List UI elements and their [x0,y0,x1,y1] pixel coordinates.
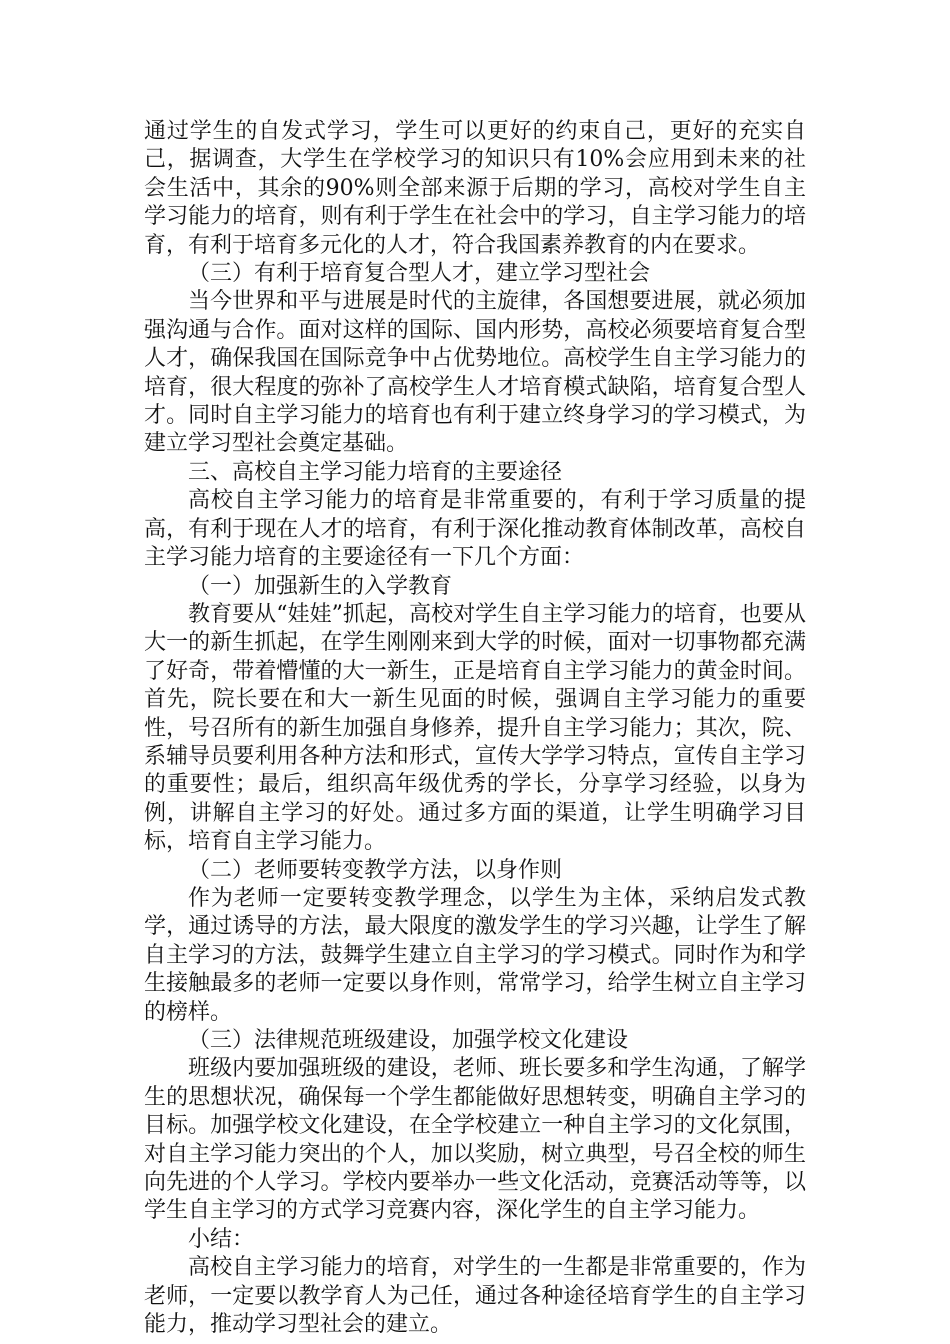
paragraph-teacher-methods: 作为老师一定要转变教学理念，以学生为主体，采纳启发式教学，通过诱导的方法，最大限度的激发学生的学习兴趣，让学生了解自主学习的方法，鼓舞学生建立自主学习的学习模式。同时作为和学生接触最多的老师一定要以身作则，常常学习，给学生树立自主学习的榜样。 [144,885,806,1025]
document-body [144,118,806,1339]
paragraph-compound-talent: 当今世界和平与进展是时代的主旋律，各国想要进展，就必须加强沟通与合作。面对这样的国际、国内形势，高校必须要培育复合型人才，确保我国在国际竞争中占优势地位。高校学生自主学习能力的培育，很大程度的弥补了高校学生人才培育模式缺陷，培育复合型人才。同时自主学习能力的培育也有利于建立终身学习的学习模式，为建立学习型社会奠定基础。 [144,289,806,457]
subheading-class-culture: （三）法律规范班级建设，加强学校文化建设 [188,1028,629,1053]
paragraph-class-culture: 班级内要加强班级的建设，老师、班长要多和学生沟通，了解学生的思想状况，确保每一个学生都能做好思想转变，明确自主学习的目标。加强学校文化建设，在全学校建立一种自主学习的文化氛围，对自主学习能力突出的个人，加以奖励，树立典型，号召全校的师生向先进的个人学习。学校内要举办一些文化活动，竞赛活动等等，以学生自主学习的方式学习竞赛内容，深化学生的自主学习能力。 [144,1056,806,1224]
summary-heading: 小结： [188,1226,255,1252]
paragraph-main-approaches-intro: 高校自主学习能力的培育是非常重要的，有利于学习质量的提高，有利于现在人才的培育，有利于深化推动教育体制改革，高校自主学习能力培育的主要途径有一下几个方面： [144,488,806,571]
paragraph-summary: 高校自主学习能力的培育，对学生的一生都是非常重要的，作为老师，一定要以教学育人为己任，通过各种途径培育学生的自主学习能力，推动学习型社会的建立。 [144,1255,806,1338]
paragraph-continuation: 通过学生的自发式学习，学生可以更好的约束自己，更好的充实自己，据调查，大学生在学校学习的知识只有10%会应用到未来的社会生活中，其余的90%则全部来源于后期的学习，高校对学生自主学习能力的培育，则有利于学生在社会中的学习，自主学习能力的培育，有利于培育多元化的人才，符合我国素养教育的内在要求。 [144,119,806,258]
subheading-freshman-education: （一）加强新生的入学教育 [188,573,453,599]
subheading-compound-talent: （三）有利于培育复合型人才，建立学习型社会 [188,261,651,287]
section-heading-main-approaches: 三、高校自主学习能力培育的主要途径 [188,459,563,485]
subheading-teacher-methods: （二）老师要转变教学方法，以身作则 [188,857,563,883]
paragraph-freshman-education: 教育要从“娃娃”抓起，高校对学生自主学习能力的培育，也要从大一的新生抓起，在学生刚刚来到大学的时候，面对一切事物都充满了好奇，带着懵懂的大一新生，正是培育自主学习能力的黄金时间。首先，院长要在和大一新生见面的时候，强调自主学习能力的重要性，号召所有的新生加强自身修养，提升自主学习能力；其次，院、系辅导员要利用各种方法和形式，宣传大学学习特点，宣传自主学习的重要性；最后，组织高年级优秀的学长，分享学习经验，以身为例，讲解自主学习的好处。通过多方面的渠道，让学生明确学习目标，培育自主学习能力。 [144,601,806,855]
